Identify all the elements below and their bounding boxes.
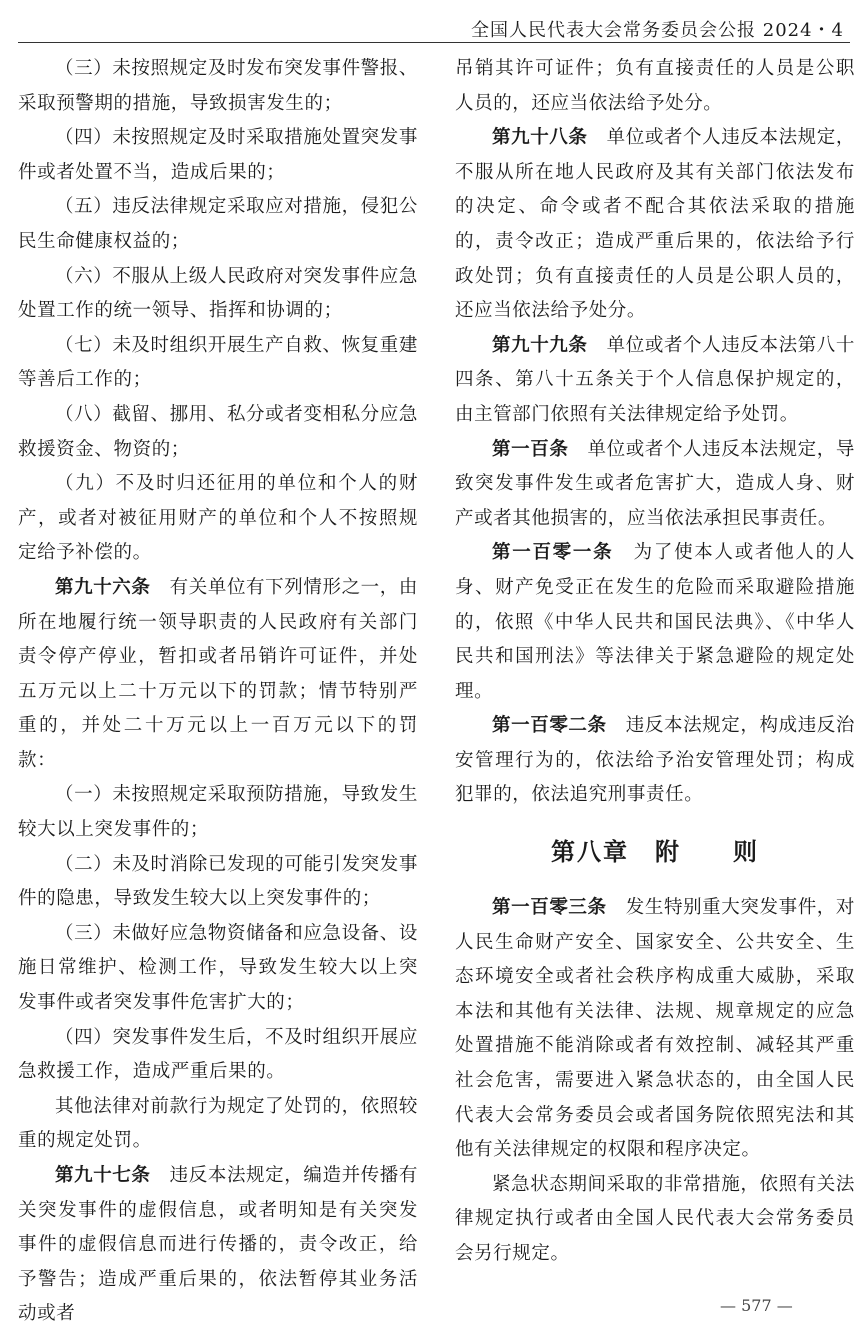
page-header	[18, 12, 850, 43]
paragraph: 其他法律对前款行为规定了处罚的，依照较重的规定处罚。	[18, 1095, 418, 1152]
article-title: 第九十八条	[492, 127, 588, 149]
article-title: 第一百零二条	[492, 715, 607, 737]
paragraph: 紧急状态期间采取的非常措施，依照有关法律规定执行或者由全国人民代表大会常务委员会另行规定。	[455, 1173, 855, 1264]
page-number: — 577 —	[720, 1296, 793, 1315]
paragraph: （九）不及时归还征用的单位和个人的财产，或者对被征用财产的单位和个人不按照规定给予补偿的。	[18, 473, 418, 564]
article-title: 第九十六条	[55, 576, 151, 598]
paragraph: （八）截留、挪用、私分或者变相私分应急救援资金、物资的；	[18, 403, 418, 460]
article-title: 第一百零三条	[492, 897, 607, 919]
paragraph: （四）突发事件发生后，不及时组织开展应急救援工作，造成严重后果的。	[18, 1026, 418, 1083]
journal-title: 全国人民代表大会常务委员会公报 2024・4	[471, 20, 844, 41]
paragraph: （四）未按照规定及时采取措施处置突发事件或者处置不当，造成后果的；	[18, 127, 418, 183]
chapter-heading: 第八章 附 则	[551, 838, 759, 867]
paragraph: （五）违反法律规定采取应对措施，侵犯公民生命健康权益的；	[18, 196, 418, 252]
article-101: 第一百零一条 为了使本人或者他人的人身、财产免受正在发生的危险而采取避险措施的，依照《中华人民共和国民法典》、《中华人民共和国刑法》等法律关于紧急避险的规定处理。	[455, 542, 855, 702]
left-column	[18, 52, 418, 1332]
continuation-paragraph: 吊销其许可证件；负有直接责任的人员是公职人员的，还应当依法给予处分。	[455, 58, 855, 114]
paragraph: （一）未按照规定采取预防措施，导致发生较大以上突发事件的；	[18, 784, 418, 841]
article-103: 第一百零三条 发生特别重大突发事件，对人民生命财产安全、国家安全、公共安全、生态环境安全或者社会秩序构成重大威胁，采取本法和其他有关法律、法规、规章规定的应急处置措施不能消除或者有效控制、减轻其严重社会危害，需要进入紧急状态的，由全国人民代表大会常务委员会或者国务院依照宪法和其他有关法律规定的权限和程序决定。	[455, 897, 855, 1161]
paragraph: （三）未做好应急物资储备和应急设备、设施日常维护、检测工作，导致发生较大以上突发事件或者突发事件危害扩大的；	[18, 922, 418, 1014]
article-100: 第一百条 单位或者个人违反本法规定，导致突发事件发生或者危害扩大，造成人身、财产或者其他损害的，应当依法承担民事责任。	[455, 438, 855, 529]
paragraph: （三）未按照规定及时发布突发事件警报、采取预警期的措施，导致损害发生的；	[18, 58, 418, 114]
article-99: 第九十九条 单位或者个人违反本法第八十四条、第八十五条关于个人信息保护规定的，由主管部门依照有关法律规定给予处罚。	[455, 334, 855, 425]
article-98: 第九十八条 单位或者个人违反本法规定，不服从所在地人民政府及其有关部门依法发布的决定、命令或者不配合其依法采取的措施的，责令改正；造成严重后果的，依法给予行政处罚；负有直接责任的人员是公职人员的，还应当依法给予处分。	[455, 127, 855, 322]
article-title: 第一百零一条	[492, 542, 614, 564]
article-title: 第九十七条	[55, 1165, 151, 1186]
article-title: 第一百条	[492, 438, 569, 460]
article-97: 第九十七条 违反本法规定，编造并传播有关突发事件的虚假信息，或者明知是有关突发事件的虚假信息而进行传播的，责令改正，给予警告；造成严重后果的，依法暂停其业务活动或者	[18, 1165, 418, 1325]
paragraph: （二）未及时消除已发现的可能引发突发事件的隐患，导致发生较大以上突发事件的；	[18, 853, 418, 910]
right-column	[455, 52, 855, 1272]
article-102: 第一百零二条 违反本法规定，构成违反治安管理行为的，依法给予治安管理处罚；构成犯罪的，依法追究刑事责任。	[455, 715, 855, 806]
paragraph: （七）未及时组织开展生产自救、恢复重建等善后工作的；	[18, 334, 418, 391]
paragraph: （六）不服从上级人民政府对突发事件应急处置工作的统一领导、指挥和协调的；	[18, 265, 418, 322]
article-96: 第九十六条 有关单位有下列情形之一，由所在地履行统一领导职责的人民政府有关部门责令停产停业，暂扣或者吊销许可证件，并处五万元以上二十万元以下的罚款；情节特别严重的，并处二十万元以上一百万元以下的罚款：	[18, 576, 418, 771]
article-title: 第九十九条	[492, 334, 588, 356]
